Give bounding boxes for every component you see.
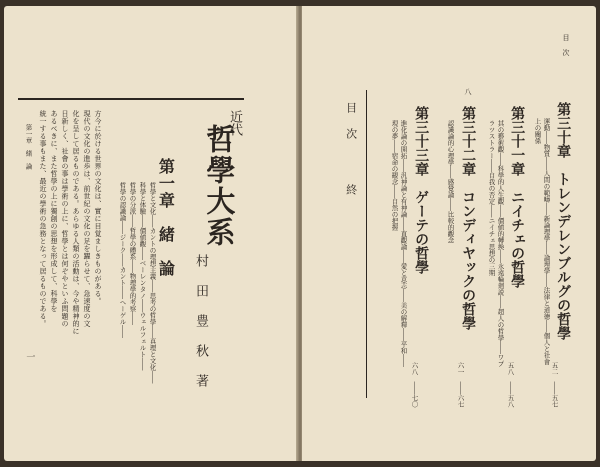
- toc-entry-sub: 現の夢――宿命の観念――自然の把握: [390, 120, 399, 231]
- subhead-line: 哲學と文化――カントの理想主義――思考の哲學――真理と文化――: [148, 182, 157, 384]
- toc-entry-sub: 其の藝術觀――科學的人生觀――價値的轉換――永遠輪廻説――超人の哲學――ワプ: [496, 120, 505, 367]
- toc-end: 終: [344, 184, 358, 195]
- right-page: [302, 6, 596, 461]
- toc-entry-pages: 六一 ――六七: [456, 362, 465, 408]
- body-line: 方今に於ける世界の文化は、實に目覚ましきものがある。: [94, 110, 103, 305]
- subhead-line: 哲學の認識論――ジーク――カント――ヘーゲル――: [118, 182, 127, 338]
- author-name: 村 田 豊 秋 著: [192, 254, 208, 389]
- series-prefix: 近代: [226, 110, 242, 136]
- body-line: あるべきに、また哲學の上に獨創の思想を形成して、科學を: [50, 110, 59, 313]
- body-line: 日新しく、社會の事は學術の上に、哲學とは何ぞやといふ問題の: [61, 110, 70, 328]
- running-head: 目 次: [562, 34, 571, 57]
- page-runner: 第一章 緒 論: [24, 124, 33, 170]
- page-folio-right: 八: [464, 88, 473, 96]
- page-folio: 一: [24, 352, 35, 361]
- left-page: [4, 6, 298, 461]
- subhead-line: 哲學の分派――哲學の體系――物理學的考察――: [128, 182, 137, 325]
- toc-label: 目 次: [344, 102, 358, 141]
- series-title: 哲學大系: [202, 124, 237, 248]
- body-line: 現代の文化の進歩は、前世紀の文化の足を躍らせて、急速度の文: [83, 110, 92, 328]
- toc-entry-sub: 認識論的心理學――感覺論――比較的觀念: [446, 120, 455, 244]
- toc-entry-sub: ラツストラー――自我の否定――ニイチェ思想の三期: [487, 120, 496, 276]
- toc-entry-pages: 五八 ――五八: [506, 362, 515, 408]
- toc-rule: [366, 90, 367, 398]
- toc-entry-heading: 第三十二章 コンディヤックの哲學: [460, 106, 477, 330]
- toc-entry-heading: 第三十三章 ゲーテの哲學: [413, 106, 430, 274]
- chapter-heading: 第一章 緒 論: [156, 158, 176, 277]
- body-line: 統一する事もまた、最近の學術の急務となって居るものである。: [39, 110, 48, 328]
- toc-entry-heading: 第三十章 トレンデレンブルグの哲學: [555, 102, 572, 340]
- toc-entry-sub: 上の關係: [533, 118, 542, 144]
- toc-entry-pages: 五二 ――五七: [550, 362, 559, 408]
- toc-entry-heading: 第三十一章 ニイチェの哲學: [509, 106, 526, 288]
- body-line: 化を呈して居るものである。あらゆる人類の活動は、今や精神的に: [72, 110, 81, 335]
- top-rule: [18, 98, 244, 100]
- toc-entry-pages: 六八 ――七〇: [410, 362, 419, 408]
- toc-entry-sub: 運動――物質――人間の範疇――新論理學――論理學――法律と道徳――個人と社會: [542, 118, 551, 365]
- subhead-line: 科學と体驗――價値觀――ベーレンタノ――ウェルフェルト――: [138, 182, 147, 371]
- toc-entry-sub: 進化論の開拓――汎神論と有神論――直觀論――愛と意志――美の解釋――平和――: [399, 120, 408, 367]
